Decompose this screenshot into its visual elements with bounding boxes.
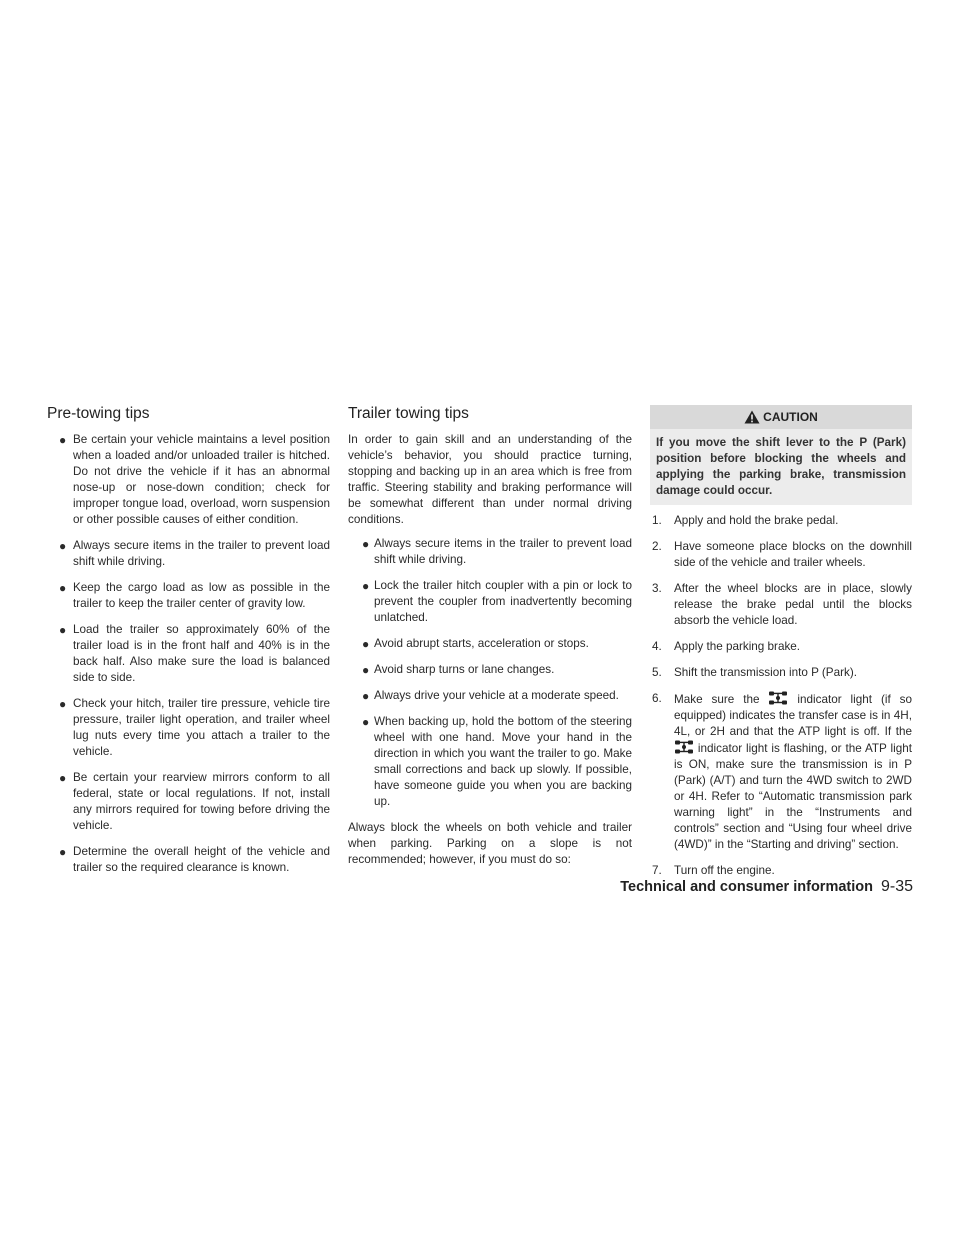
4wd-indicator-icon: [674, 740, 694, 754]
parking-section: [650, 405, 912, 889]
list-item: ● Load the trailer so approximately 60% of the trailer load is in the front half and 40% is in the back half. Also make sure the load is balanced side to side.: [59, 623, 330, 684]
section-name: Technical and consumer information: [620, 879, 873, 895]
caution-text: If you move the shift lever to the P (Park) position before blocking the wheels and applying the parking brake, transmission damage could occur.: [650, 429, 912, 505]
page-footer: [620, 878, 913, 896]
caution-header: [650, 405, 912, 429]
list-item: ● Determine the overall height of the vehicle and trailer so the required clearance is known.: [59, 845, 330, 874]
list-item: 3. After the wheel blocks are in place, slowly release the brake pedal until the blocks absorb the vehicle load.: [652, 582, 912, 627]
list-item: ● Always secure items in the trailer to prevent load shift while driving.: [59, 539, 330, 568]
page-number: 9-35: [880, 878, 913, 895]
list-item: ● Be certain your rearview mirrors conform to all federal, state or local regulations. If not, install any mirrors required for towing before driving the vehicle.: [59, 771, 330, 832]
list-item: ● Always secure items in the trailer to prevent load shift while driving.: [362, 537, 632, 566]
list-item: ● Check your hitch, trailer tire pressure, vehicle tire pressure, trailer light operation, and trailer wheel lug nuts every time you attach a trailer to the vehicle.: [59, 697, 330, 758]
trailer-towing-section: [348, 405, 632, 876]
list-item: ● Avoid sharp turns or lane changes.: [362, 663, 555, 677]
4wd-indicator-icon: [768, 691, 788, 705]
list-item: 6. Make sure the indicator light (if so equipped) indicates the transfer case is in 4H, 4L, or 2H and that the ATP light is off. If the indicator light is flashing, or the ATP light is ON, make sure the transmission is in P (Park) (A/T) and turn the 4WD switch to 2WD or 4H. Refer to “Automatic transmission park warning light” in the “Instruments and controls” section and “Using four wheel drive (4WD)” in the “Starting and driving” section.: [652, 692, 913, 851]
list-item: 7. Turn off the engine.: [652, 864, 775, 877]
trailer-towing-outro: Always block the wheels on both vehicle and trailer when parking. Parking on a slope is not recommended; however, if you must do so:: [348, 821, 632, 866]
trailer-towing-intro: In order to gain skill and an understanding of the vehicle’s behavior, you should practice turning, stopping and backing up in an area which is free from traffic. Steering stability and braking performance will be somewhat different than under normal driving conditions.: [348, 433, 632, 526]
trailer-towing-title: Trailer towing tips: [348, 405, 469, 422]
warning-icon: [744, 410, 760, 424]
list-item: ● Be certain your vehicle maintains a level position when a loaded and/or unloaded trailer is hitched. Do not drive the vehicle if it has an abnormal nose-up or nose-down condition; check for improper tongue load, overload, worn suspension or other possible causes of either condition.: [59, 433, 330, 526]
trailer-towing-list: [348, 536, 632, 810]
list-item: ● When backing up, hold the bottom of the steering wheel with one hand. Move your hand in the direction in which you want the trailer to go. Make small corrections and back up slowly. If possible, have someone guide you when you are backing up.: [362, 715, 632, 808]
pre-towing-list: [47, 432, 330, 876]
list-item: 5. Shift the transmission into P (Park).: [652, 666, 857, 679]
list-item: ● Always drive your vehicle at a moderate speed.: [362, 689, 619, 703]
list-item: 4. Apply the parking brake.: [652, 640, 801, 653]
pre-towing-section: [47, 405, 330, 886]
list-item: ● Lock the trailer hitch coupler with a pin or lock to prevent the coupler from inadvertently becoming unlatched.: [362, 579, 632, 624]
caution-label: CAUTION: [763, 410, 818, 424]
pre-towing-title: Pre-towing tips: [47, 405, 150, 422]
parking-steps: [650, 513, 912, 879]
list-item: ● Avoid abrupt starts, acceleration or stops.: [362, 637, 589, 651]
list-item: 1. Apply and hold the brake pedal.: [652, 514, 839, 527]
list-item: ● Keep the cargo load as low as possible in the trailer to keep the trailer center of gravity low.: [59, 581, 330, 610]
list-item: 2. Have someone place blocks on the downhill side of the vehicle and trailer wheels.: [652, 540, 912, 569]
